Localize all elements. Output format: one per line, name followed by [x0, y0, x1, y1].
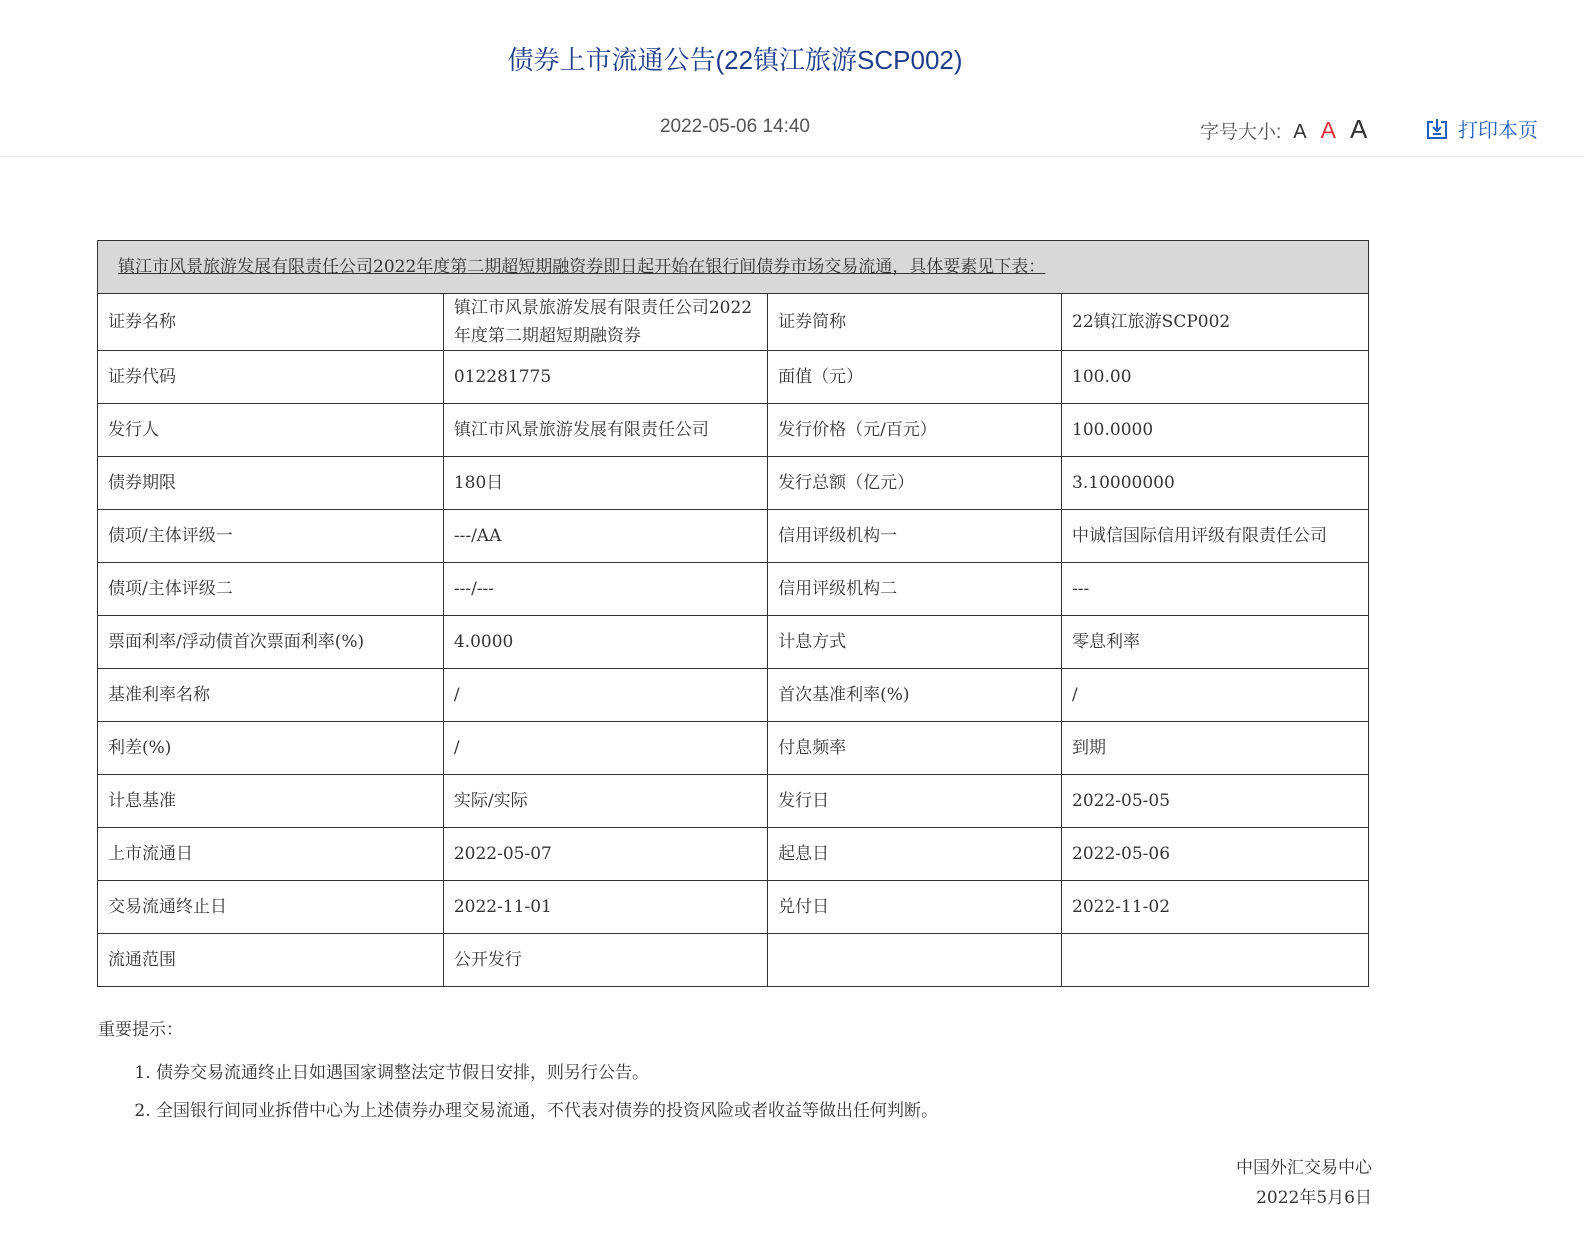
intro-text: 镇江市风景旅游发展有限责任公司2022年度第二期超短期融资券即日起开始在银行间债券市场交易流通，具体要素见下表： [118, 257, 1046, 277]
footer-org: 中国外汇交易中心 [1236, 1158, 1372, 1178]
field-label-cell: 基准利率名称 [98, 669, 444, 722]
field-label-cell: 票面利率/浮动债首次票面利率(%) [98, 616, 444, 669]
field-value-cell: --- [1062, 563, 1369, 616]
field-label-cell: 流通范围 [98, 934, 444, 987]
field-label-cell: 付息频率 [768, 722, 1062, 775]
table-row [98, 881, 1369, 934]
field-label-cell: 兑付日 [768, 881, 1062, 934]
field-label-cell: 证券代码 [98, 351, 444, 404]
field-value-cell: 180日 [443, 457, 767, 510]
field-label-cell: 计息基准 [98, 775, 444, 828]
table-row [98, 934, 1369, 987]
table-row [98, 457, 1369, 510]
field-value-cell: 实际/实际 [443, 775, 767, 828]
field-label-cell: 利差(%) [98, 722, 444, 775]
field-value-cell: ---/--- [443, 563, 767, 616]
bond-info-table [97, 240, 1369, 987]
table-row [98, 294, 1369, 351]
field-value-cell: 012281775 [443, 351, 767, 404]
print-label: 打印本页 [1458, 120, 1538, 142]
notes-title: 重要提示： [98, 1020, 183, 1040]
font-small-button[interactable]: A [1293, 121, 1307, 143]
table-row [98, 563, 1369, 616]
page-title: 债券上市流通公告(22镇江旅游SCP002) [507, 45, 963, 75]
field-label-cell: 计息方式 [768, 616, 1062, 669]
field-value-cell [1062, 934, 1369, 987]
table-row [98, 616, 1369, 669]
print-icon [1424, 116, 1450, 142]
field-value-cell: 2022-05-07 [443, 828, 767, 881]
field-value-cell: 100.0000 [1062, 404, 1369, 457]
important-notes [98, 1016, 1298, 1130]
field-label-cell: 上市流通日 [98, 828, 444, 881]
font-large-button[interactable]: A [1349, 114, 1368, 144]
field-value-cell: / [443, 669, 767, 722]
table-row [98, 722, 1369, 775]
font-size-label: 字号大小: [1200, 122, 1282, 143]
field-value-cell: ---/AA [443, 510, 767, 563]
field-value-cell: 2022-05-06 [1062, 828, 1369, 881]
publish-time: 2022-05-06 14:40 [659, 116, 810, 137]
table-row [98, 669, 1369, 722]
field-value-cell: 22镇江旅游SCP002 [1062, 294, 1369, 351]
field-value-cell: 中诚信国际信用评级有限责任公司 [1062, 510, 1369, 563]
meta-bar [0, 106, 1584, 157]
field-label-cell: 证券简称 [768, 294, 1062, 351]
table-row [98, 404, 1369, 457]
field-value-cell: 100.00 [1062, 351, 1369, 404]
table-row [98, 351, 1369, 404]
field-label-cell: 信用评级机构一 [768, 510, 1062, 563]
field-label-cell: 债项/主体评级二 [98, 563, 444, 616]
font-size-control [1200, 114, 1381, 145]
field-label-cell: 发行价格（元/百元） [768, 404, 1062, 457]
print-button[interactable] [1424, 114, 1538, 143]
field-label-cell: 证券名称 [98, 294, 444, 351]
field-label-cell: 面值（元） [768, 351, 1062, 404]
table-intro-cell [98, 241, 1369, 294]
field-label-cell: 交易流通终止日 [98, 881, 444, 934]
note-item: 1. 债券交易流通终止日如遇国家调整法定节假日安排，则另行公告。 [156, 1054, 1298, 1092]
table-row [98, 775, 1369, 828]
field-label-cell: 发行人 [98, 404, 444, 457]
field-value-cell: 公开发行 [443, 934, 767, 987]
table-row [98, 828, 1369, 881]
table-row [98, 510, 1369, 563]
field-value-cell: / [443, 722, 767, 775]
field-value-cell: 到期 [1062, 722, 1369, 775]
field-value-cell: 2022-11-01 [443, 881, 767, 934]
field-value-cell: 零息利率 [1062, 616, 1369, 669]
notes-list [98, 1054, 1298, 1130]
field-value-cell: 3.10000000 [1062, 457, 1369, 510]
field-value-cell: 镇江市风景旅游发展有限责任公司2022年度第二期超短期融资券 [443, 294, 767, 351]
field-label-cell: 发行日 [768, 775, 1062, 828]
table-intro-row [98, 241, 1369, 294]
field-value-cell: 4.0000 [443, 616, 767, 669]
field-label-cell [768, 934, 1062, 987]
note-item: 2. 全国银行间同业拆借中心为上述债券办理交易流通，不代表对债券的投资风险或者收益等做出任何判断。 [156, 1092, 1298, 1130]
field-label-cell: 债项/主体评级一 [98, 510, 444, 563]
font-medium-button[interactable]: A [1320, 117, 1336, 143]
footer-signature [1236, 1153, 1372, 1213]
field-value-cell: 2022-11-02 [1062, 881, 1369, 934]
field-value-cell: / [1062, 669, 1369, 722]
field-label-cell: 起息日 [768, 828, 1062, 881]
field-label-cell: 首次基准利率(%) [768, 669, 1062, 722]
field-label-cell: 信用评级机构二 [768, 563, 1062, 616]
field-value-cell: 镇江市风景旅游发展有限责任公司 [443, 404, 767, 457]
footer-date: 2022年5月6日 [1256, 1188, 1372, 1208]
field-label-cell: 债券期限 [98, 457, 444, 510]
field-value-cell: 2022-05-05 [1062, 775, 1369, 828]
field-label-cell: 发行总额（亿元） [768, 457, 1062, 510]
